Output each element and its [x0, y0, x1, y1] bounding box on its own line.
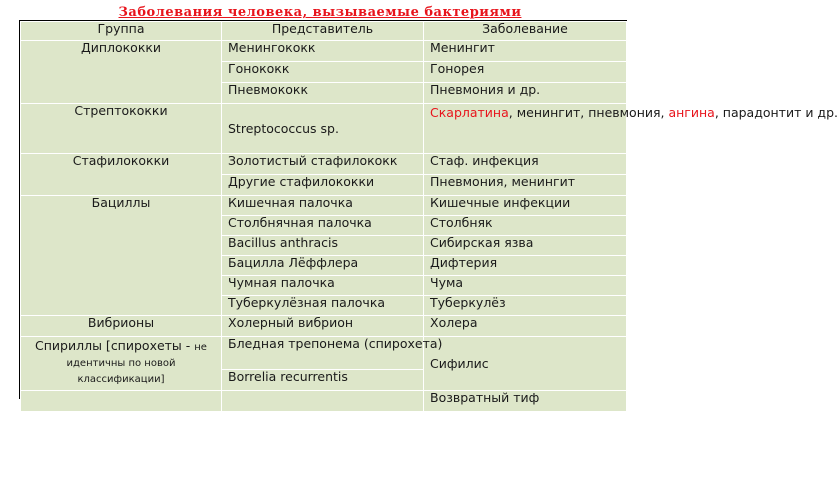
rep-golden-staph: Золотистый стафилококк — [222, 154, 424, 175]
disease-scarlet-fever: Скарлатина — [430, 105, 509, 120]
rep-borrelia: Borrelia recurrentis — [222, 370, 424, 391]
group-spirilla-label: Спириллы [спирохеты - — [35, 338, 195, 353]
group-bacilli: Бациллы — [21, 196, 222, 316]
group-diplococci: Диплококки — [21, 41, 222, 104]
header-disease: Заболевание — [424, 22, 627, 41]
table-row — [21, 41, 627, 62]
rep-tetanus: Столбнячная палочка — [222, 216, 424, 236]
left-border-line — [19, 21, 20, 399]
spacer-cell — [21, 391, 222, 412]
group-spirilla — [21, 337, 222, 391]
spacer-cell — [222, 391, 424, 412]
rep-tb: Туберкулёзная палочка — [222, 296, 424, 316]
table-row — [21, 391, 627, 412]
header-row — [21, 22, 627, 41]
disease-diphtheria: Дифтерия — [424, 256, 627, 276]
rep-treponema: Бледная трепонема (спирохета) — [222, 337, 424, 370]
group-streptococci: Стрептококки — [21, 104, 222, 154]
disease-gonococcus: Гонорея — [424, 62, 627, 83]
header-representative: Представитель — [222, 22, 424, 41]
rep-meningococcus: Менингококк — [222, 41, 424, 62]
rep-plague: Чумная палочка — [222, 276, 424, 296]
top-border-line — [19, 20, 627, 21]
table-row — [21, 337, 627, 370]
disease-pneumococcus: Пневмония и др. — [424, 83, 627, 104]
disease-meningococcus: Менингит — [424, 41, 627, 62]
rep-loeffler: Бацилла Лёффлера — [222, 256, 424, 276]
rep-pneumococcus: Пневмококк — [222, 83, 424, 104]
table-row — [21, 104, 627, 154]
disease-syphilis: Сифилис — [424, 337, 627, 391]
rep-cholera: Холерный вибрион — [222, 316, 424, 337]
disease-tetanus: Столбняк — [424, 216, 627, 236]
disease-plague: Чума — [424, 276, 627, 296]
bacteria-table — [20, 21, 838, 412]
rep-anthrax: Bacillus anthracis — [222, 236, 424, 256]
header-group: Группа — [21, 22, 222, 41]
disease-relapsing-fever: Возвратный тиф — [424, 391, 627, 412]
disease-cholera: Холера — [424, 316, 627, 337]
group-vibrios: Вибрионы — [21, 316, 222, 337]
table-row — [21, 196, 627, 216]
disease-angina: ангина — [668, 105, 715, 120]
rep-streptococcus: Streptococcus sp. — [222, 104, 424, 154]
disease-strep-rest-2: , парадонтит и др. — [714, 105, 838, 120]
rep-ecoli: Кишечная палочка — [222, 196, 424, 216]
group-spirilla-note: не идентичны по новой классификации] — [66, 342, 207, 385]
disease-golden-staph: Стаф. инфекция — [424, 154, 627, 175]
group-staphylococci: Стафилококки — [21, 154, 222, 196]
disease-streptococcus — [424, 104, 838, 154]
table-row — [21, 316, 627, 337]
page-title: Заболевания человека, вызываемые бактериями — [118, 5, 522, 20]
disease-other-staph: Пневмония, менингит — [424, 175, 627, 196]
rep-gonococcus: Гонококк — [222, 62, 424, 83]
disease-anthrax: Сибирская язва — [424, 236, 627, 256]
disease-tb: Туберкулёз — [424, 296, 627, 316]
disease-strep-rest-1: , менингит, пневмония, — [508, 105, 669, 120]
rep-other-staph: Другие стафилококки — [222, 175, 424, 196]
disease-ecoli: Кишечные инфекции — [424, 196, 627, 216]
table-row — [21, 154, 627, 175]
